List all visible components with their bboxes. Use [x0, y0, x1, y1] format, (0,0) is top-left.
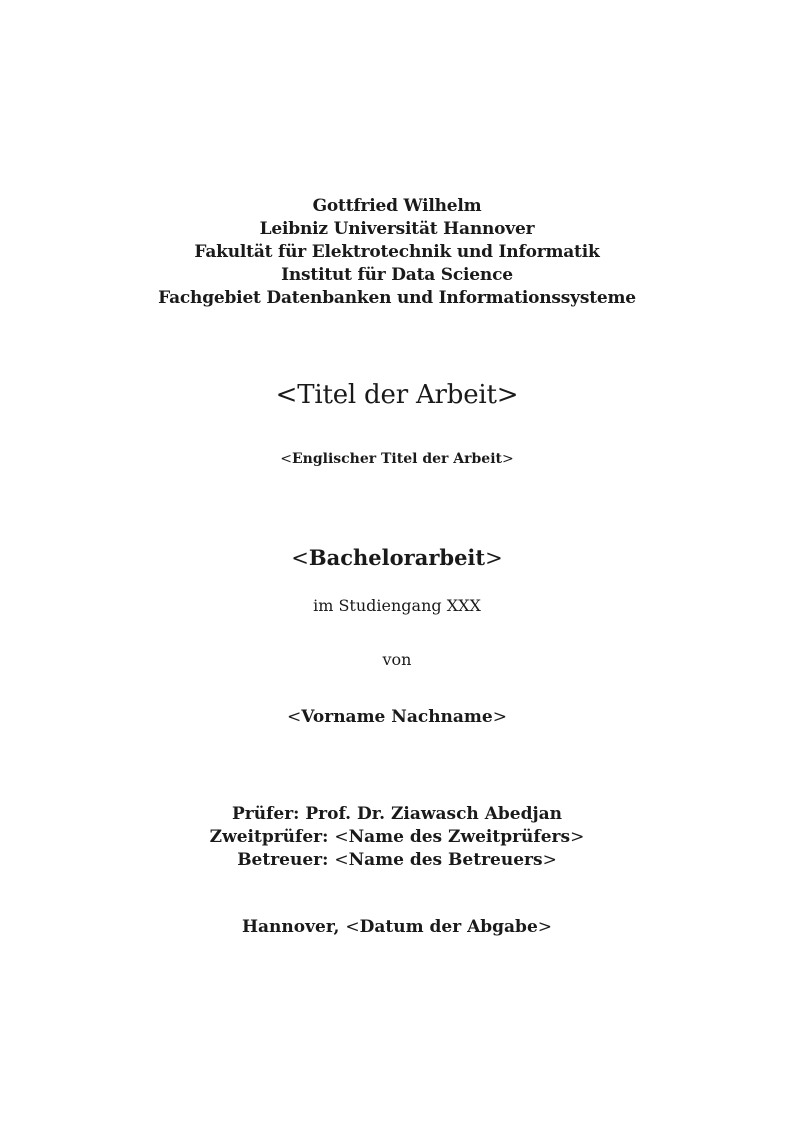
institution-line-4: Institut für Data Science	[281, 265, 513, 285]
place-date	[0, 917, 794, 937]
first-examiner-name: Prof. Dr. Ziawasch Abedjan	[305, 804, 563, 824]
lt-symbol: <	[291, 546, 309, 570]
gt-symbol: >	[485, 546, 503, 570]
first-examiner-label: Prüfer:	[231, 804, 300, 824]
gt-symbol: >	[496, 380, 519, 410]
advisor	[0, 850, 794, 870]
thesis-title-text: Titel der Arbeit	[297, 380, 497, 410]
lt-symbol: <	[334, 827, 349, 847]
submission-date: Datum der Abgabe	[359, 917, 538, 937]
institution-line-3: Fakultät für Elektrotechnik und Informatik	[194, 242, 600, 262]
author-name	[0, 707, 794, 727]
lt-symbol: <	[275, 380, 298, 410]
first-examiner	[0, 804, 794, 824]
place: Hannover,	[241, 917, 340, 937]
advisor-label: Betreuer:	[237, 850, 329, 870]
english-title	[0, 451, 794, 467]
lt-symbol: <	[334, 850, 349, 870]
thesis-type	[0, 545, 794, 570]
study-program: im Studiengang XXX	[313, 596, 481, 615]
lt-symbol: <	[287, 707, 302, 727]
lt-symbol: <	[280, 451, 292, 467]
second-examiner-label: Zweitprüfer:	[209, 827, 329, 847]
institution-line-2: Leibniz Universität Hannover	[259, 219, 535, 239]
gt-symbol: >	[537, 917, 553, 937]
thesis-type-text: Bachelorarbeit	[308, 545, 486, 570]
second-examiner	[0, 827, 794, 847]
advisor-name: Name des Betreuers	[348, 850, 543, 870]
gt-symbol: >	[492, 707, 507, 727]
english-title-text: Englischer Titel der Arbeit	[292, 451, 502, 467]
gt-symbol: >	[542, 850, 557, 870]
gt-symbol: >	[570, 827, 585, 847]
second-examiner-name: Name des Zweitprüfers	[348, 827, 571, 847]
gt-symbol: >	[502, 451, 514, 467]
institution-line-1: Gottfried Wilhelm	[312, 196, 482, 216]
by-label: von	[382, 650, 412, 669]
author-name-text: Vorname Nachname	[301, 707, 493, 727]
thesis-title	[0, 380, 794, 410]
institution-line-5: Fachgebiet Datenbanken und Informationssysteme	[158, 288, 636, 308]
lt-symbol: <	[345, 917, 360, 937]
